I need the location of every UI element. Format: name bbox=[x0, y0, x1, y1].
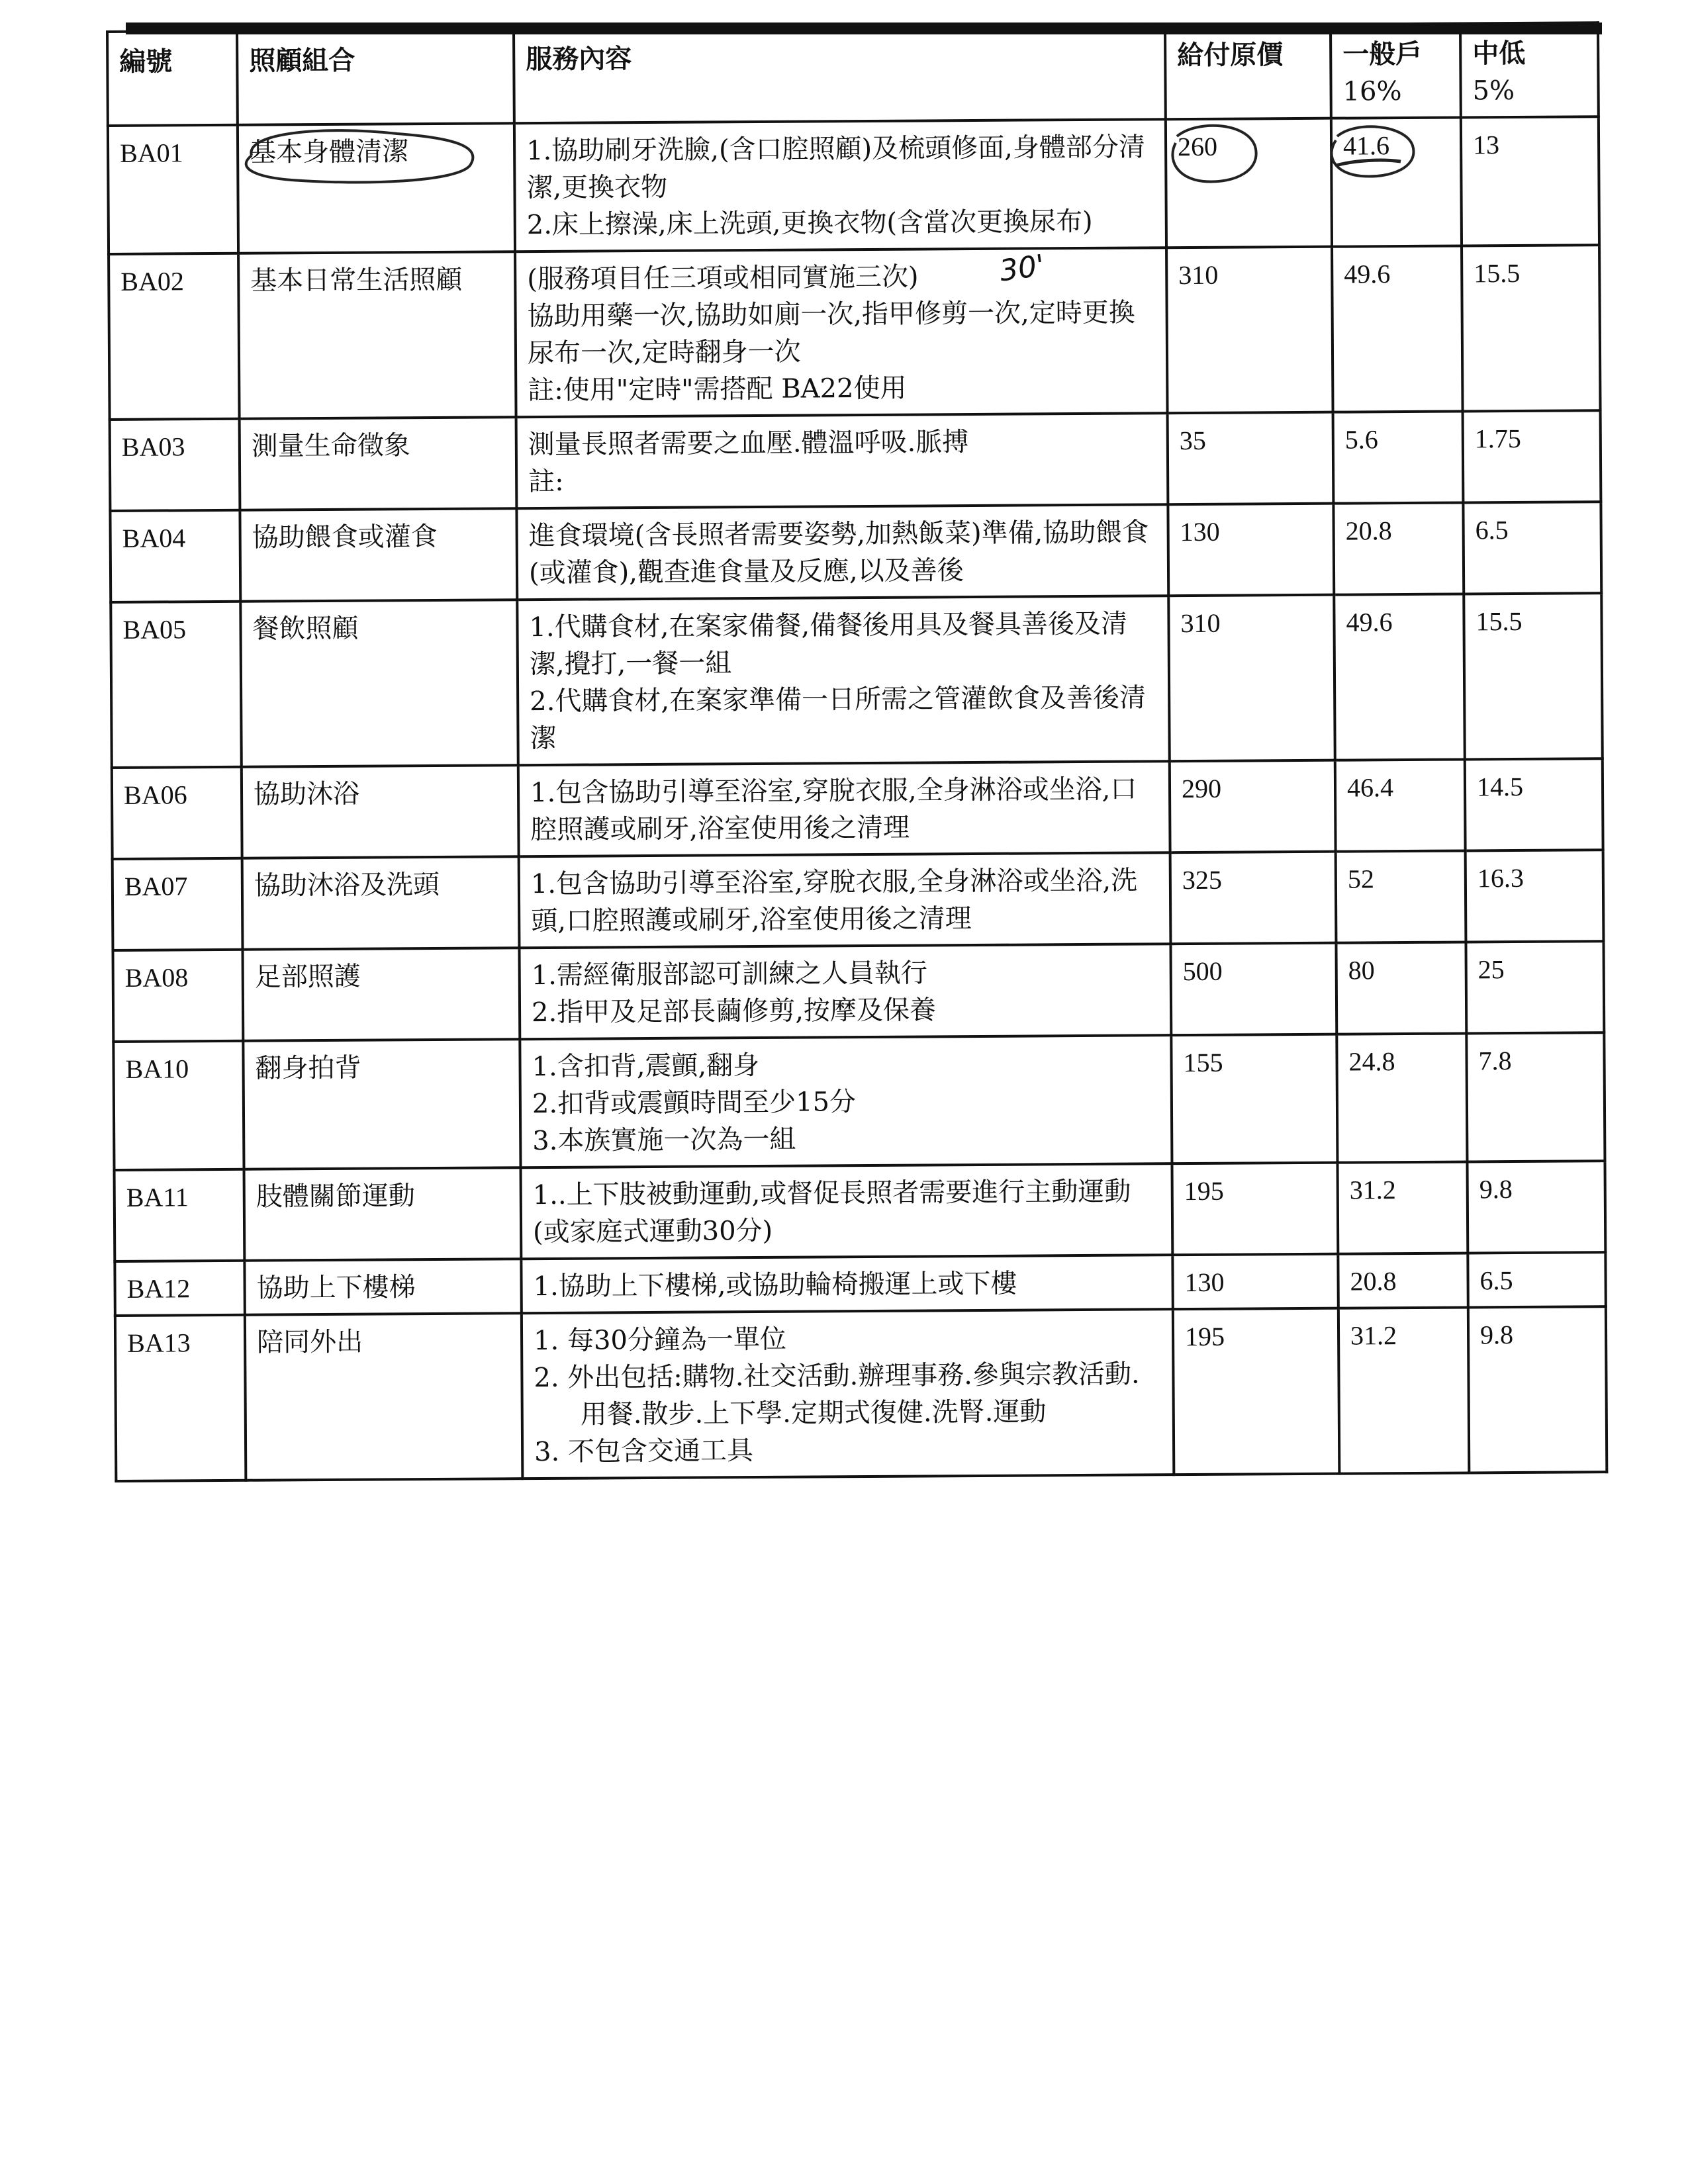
lowmid-copay: 13 bbox=[1461, 116, 1599, 246]
service-content bbox=[519, 852, 1171, 948]
care-combo: 陪同外出 bbox=[245, 1313, 523, 1480]
service-id: BA01 bbox=[108, 125, 238, 254]
lowmid-copay: 9.8 bbox=[1468, 1306, 1607, 1473]
lowmid-copay: 16.3 bbox=[1466, 850, 1604, 942]
service-id: BA11 bbox=[115, 1169, 245, 1261]
general-copay: 31.2 bbox=[1337, 1161, 1468, 1253]
general-copay: 46.4 bbox=[1335, 759, 1466, 851]
service-content-line: 協助用藥一次,協助如廁一次,指甲修剪一次,定時更換尿布一次,定時翻身一次 bbox=[527, 297, 1135, 369]
care-combo: 基本日常生活照顧 bbox=[238, 251, 516, 419]
lowmid-copay: 9.8 bbox=[1467, 1161, 1605, 1253]
general-copay: 31.2 bbox=[1338, 1307, 1470, 1473]
service-content-line: 1.包含協助引導至浴室,穿脫衣服,全身淋浴或坐浴,洗頭,口腔照護或刷牙,浴室使用後之清理 bbox=[530, 865, 1138, 937]
lowmid-copay: 7.8 bbox=[1466, 1032, 1605, 1161]
general-copay: 49.6 bbox=[1332, 246, 1463, 412]
header-combo: 照顧組合 bbox=[237, 29, 514, 125]
lowmid-copay: 15.5 bbox=[1462, 245, 1601, 411]
service-content-line: (服務項目任三項或相同實施三次) bbox=[527, 261, 919, 295]
base-price: 155 bbox=[1171, 1034, 1337, 1164]
care-service-table bbox=[106, 21, 1608, 1482]
base-price: 35 bbox=[1168, 412, 1334, 505]
service-id: BA13 bbox=[115, 1315, 246, 1481]
lowmid-copay: 6.5 bbox=[1463, 502, 1601, 594]
service-id: BA06 bbox=[112, 767, 242, 859]
table-row bbox=[115, 1252, 1605, 1316]
service-id: BA05 bbox=[111, 602, 242, 768]
service-id: BA07 bbox=[113, 858, 243, 950]
service-content-line: 2.床上擦澡,床上洗頭,更換衣物(含當次更換尿布) bbox=[526, 206, 1093, 241]
care-combo: 測量生命徵象 bbox=[240, 417, 517, 510]
service-id: BA04 bbox=[110, 510, 240, 602]
service-id: BA10 bbox=[113, 1041, 244, 1170]
service-content bbox=[517, 596, 1170, 765]
general-copay: 20.8 bbox=[1333, 502, 1464, 594]
header-price: 給付原價 bbox=[1165, 24, 1331, 120]
handwritten-note-30: 30' bbox=[997, 248, 1047, 289]
table-header-row bbox=[107, 23, 1599, 126]
care-combo: 餐飲照顧 bbox=[240, 600, 518, 767]
base-price: 130 bbox=[1172, 1254, 1338, 1310]
table-row bbox=[111, 593, 1602, 768]
general-copay: 24.8 bbox=[1336, 1033, 1467, 1162]
service-content-line: 註:使用"定時"需搭配 BA22使用 bbox=[528, 373, 907, 406]
care-combo: 肢體關節運動 bbox=[244, 1167, 522, 1261]
table-row bbox=[110, 502, 1601, 602]
service-content-line: 註: bbox=[528, 466, 564, 498]
service-content bbox=[515, 248, 1168, 417]
base-price: 310 bbox=[1168, 595, 1335, 762]
care-combo: 基本身體清潔 bbox=[238, 123, 515, 253]
lowmid-copay: 14.5 bbox=[1465, 758, 1603, 850]
lowmid-copay: 15.5 bbox=[1464, 593, 1603, 759]
service-content-line: 1.含扣背,震顫,翻身 bbox=[532, 1050, 760, 1083]
header-lowmid-rate: 5% bbox=[1472, 75, 1515, 107]
service-content-line: 1.代購食材,在案家備餐,備餐後用具及餐具善後及清潔,攪打,一餐一組 bbox=[529, 608, 1128, 680]
service-content-line: 1. 每30分鐘為一單位 bbox=[533, 1324, 787, 1357]
service-content-line: 進食環境(含長照者需要姿勢,加熱飯菜)準備,協助餵食(或灌食),觀查進食量及反應,以及善後 bbox=[528, 517, 1149, 589]
service-content-line: 2. 外出包括:購物.社交活動.辦理事務.參與宗教活動.用餐.散步.上下學.定期式復健.洗腎.運動 bbox=[534, 1359, 1140, 1430]
header-content: 服務內容 bbox=[514, 25, 1166, 123]
general-copay: 52 bbox=[1336, 850, 1466, 942]
table-row bbox=[113, 941, 1604, 1042]
care-combo: 翻身拍背 bbox=[243, 1039, 520, 1169]
service-content bbox=[521, 1163, 1173, 1259]
service-content bbox=[516, 504, 1168, 600]
service-id: BA12 bbox=[115, 1261, 244, 1316]
service-id: BA03 bbox=[110, 419, 240, 511]
general-copay: 80 bbox=[1336, 942, 1466, 1034]
base-price: 500 bbox=[1170, 943, 1336, 1036]
table-row bbox=[112, 758, 1603, 859]
table-row bbox=[115, 1161, 1606, 1261]
table-row bbox=[108, 116, 1599, 254]
table-row bbox=[113, 1032, 1605, 1170]
table-row bbox=[110, 410, 1601, 511]
header-general-rate: 16% bbox=[1342, 76, 1402, 107]
header-general bbox=[1331, 24, 1461, 118]
lowmid-copay: 6.5 bbox=[1468, 1252, 1605, 1307]
lowmid-copay: 25 bbox=[1466, 941, 1604, 1033]
table-row bbox=[115, 1306, 1607, 1481]
service-content bbox=[520, 1035, 1172, 1167]
header-lowmid-label: 中低 bbox=[1472, 37, 1526, 69]
service-content bbox=[519, 944, 1171, 1039]
service-content-line: 1.協助刷牙洗臉,(含口腔照顧)及梳頭修面,身體部分清潔,更換衣物 bbox=[526, 132, 1146, 204]
service-content-line: 1.需經衛服部認可訓練之人員執行 bbox=[531, 958, 928, 991]
base-price: 260 bbox=[1166, 118, 1332, 248]
service-content-line: 1..上下肢被動運動,或督促長照者需要進行主動運動(或家庭式運動30分) bbox=[532, 1176, 1131, 1248]
general-copay: 49.6 bbox=[1334, 594, 1465, 760]
service-content-line: 1.協助上下樓梯,或協助輪椅搬運上或下樓 bbox=[533, 1268, 1017, 1302]
base-price: 310 bbox=[1166, 247, 1333, 414]
header-general-label: 一般戶 bbox=[1342, 38, 1423, 70]
service-content-line: 3.本族實施一次為一組 bbox=[532, 1124, 796, 1157]
service-content bbox=[518, 761, 1170, 856]
general-copay: 20.8 bbox=[1338, 1253, 1468, 1308]
care-combo: 足部照護 bbox=[242, 948, 520, 1041]
base-price: 325 bbox=[1170, 852, 1336, 944]
general-copay: 5.6 bbox=[1333, 411, 1464, 503]
general-copay: 41.6 bbox=[1331, 117, 1462, 246]
service-content bbox=[514, 119, 1166, 251]
service-content bbox=[522, 1309, 1174, 1479]
care-combo: 協助餵食或灌食 bbox=[240, 508, 517, 602]
table-row bbox=[109, 245, 1600, 420]
base-price: 195 bbox=[1172, 1163, 1338, 1255]
service-content-line: 1.包含協助引導至浴室,穿脫衣服,全身淋浴或坐浴,口腔照護或刷牙,浴室使用後之清理 bbox=[530, 774, 1137, 846]
care-combo: 協助沐浴 bbox=[242, 765, 519, 858]
header-id: 編號 bbox=[107, 31, 238, 126]
service-content-line: 2.扣背或震顫時間至少15分 bbox=[532, 1087, 857, 1120]
base-price: 130 bbox=[1168, 504, 1334, 596]
base-price: 290 bbox=[1170, 760, 1336, 853]
base-price: 195 bbox=[1173, 1308, 1340, 1475]
service-content-line: 3. 不包含交通工具 bbox=[534, 1435, 754, 1468]
care-combo: 協助上下樓梯 bbox=[244, 1259, 521, 1315]
service-content-line: 測量長照者需要之血壓.體溫呼吸.脈搏 bbox=[528, 427, 969, 461]
header-lowmid bbox=[1460, 23, 1599, 117]
service-content bbox=[516, 413, 1168, 508]
lowmid-copay: 1.75 bbox=[1463, 410, 1601, 502]
service-id: BA08 bbox=[113, 950, 243, 1042]
care-combo: 協助沐浴及洗頭 bbox=[242, 856, 520, 950]
table-body bbox=[108, 116, 1607, 1481]
service-content-line: 2.指甲及足部長繭修剪,按摩及保養 bbox=[531, 995, 937, 1028]
service-content-line: 2.代購食材,在案家準備一日所需之管灌飲食及善後清潔 bbox=[530, 682, 1147, 754]
table-row bbox=[113, 850, 1604, 950]
service-id: BA02 bbox=[109, 253, 240, 420]
service-content bbox=[521, 1255, 1172, 1313]
